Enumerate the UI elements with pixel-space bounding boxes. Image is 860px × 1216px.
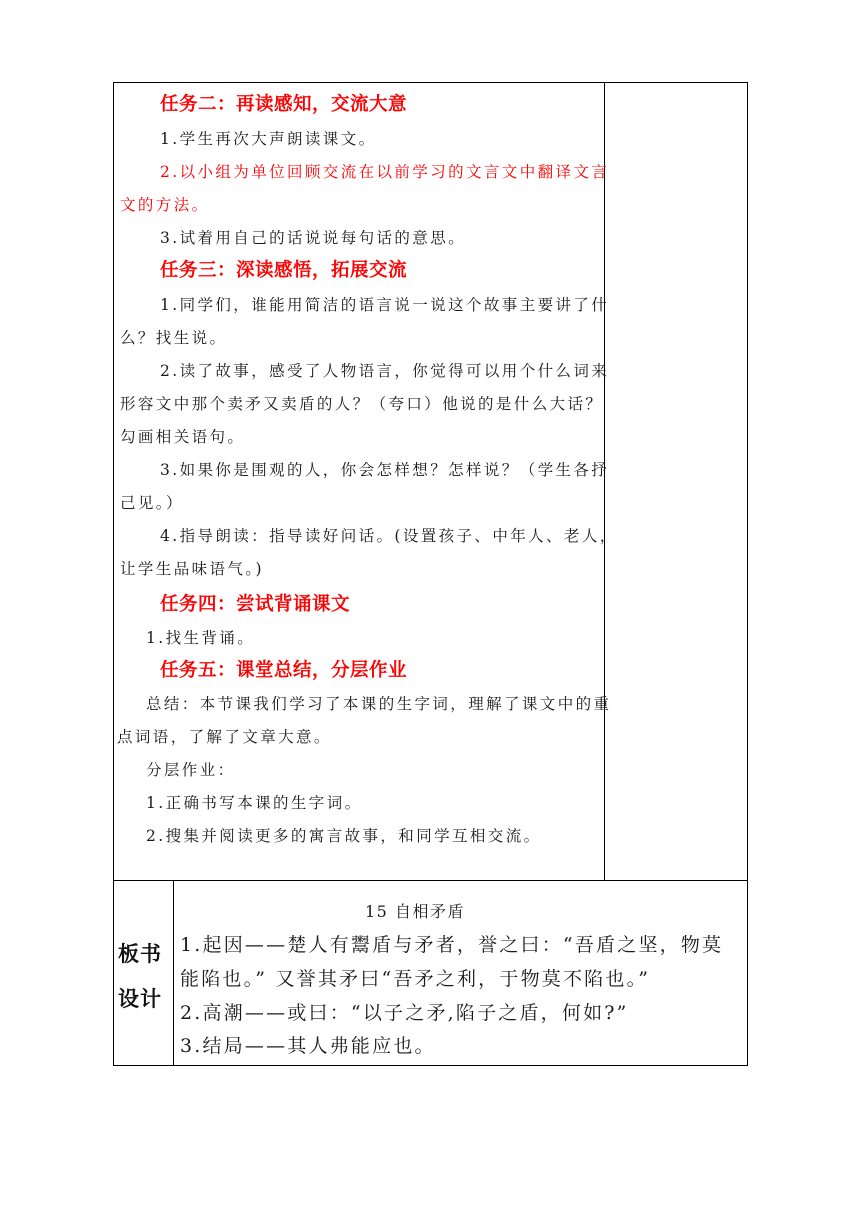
task4-line-1: 1.找生背诵。	[146, 629, 256, 647]
board-line-2: 能陷也。” 又誉其矛曰“吾矛之利，于物莫不陷也。”	[180, 968, 651, 990]
task3-line-4: 形容文中那个卖矛又卖盾的人？（夸口）他说的是什么大话？	[120, 395, 604, 413]
task2-item-2: 2.以小组为单位回顾交流在以前学习的文言文中翻译文言	[160, 163, 610, 181]
row-divider	[113, 880, 748, 881]
task3-line-8: 4.指导朗读：指导读好问话。(设置孩子、中年人、老人，	[160, 527, 618, 545]
task2-item-1: 1.学生再次大声朗读课文。	[160, 130, 377, 148]
board-line-1: 1.起因——楚人有鬻盾与矛者，誉之曰：“吾盾之坚，物莫	[180, 934, 724, 956]
content-notes-divider	[604, 82, 605, 880]
task3-heading: 任务三：深读感悟，拓展交流	[160, 260, 408, 281]
task5-summary-2: 点词语，了解了文章大意。	[117, 728, 332, 746]
task3-line-6: 3.如果你是围观的人，你会怎样想？怎样说？（学生各抒	[160, 461, 610, 479]
board-line-3: 2.高潮——或曰：“以子之矛,陷子之盾，何如?”	[180, 1002, 629, 1024]
board-label-line2: 设计	[118, 987, 162, 1011]
task3-line-3: 2.读了故事，感受了人物语言，你觉得可以用个什么词来	[160, 362, 610, 380]
task2-item-2-cont: 文的方法。	[120, 196, 210, 214]
task3-line-2: 么？找生说。	[120, 329, 228, 347]
board-label-divider	[173, 880, 174, 1065]
task5-summary-1: 总结：本节课我们学习了本课的生字词，理解了课文中的重	[146, 695, 612, 713]
table-left-border	[113, 82, 114, 1066]
table-top-border	[113, 82, 748, 83]
board-title: 15 自相矛盾	[365, 902, 465, 921]
task2-item-3: 3.试着用自己的话说说每句话的意思。	[160, 229, 466, 247]
table-right-border	[747, 82, 748, 1066]
task4-heading: 任务四：尝试背诵课文	[160, 594, 351, 615]
task5-heading: 任务五：课堂总结，分层作业	[160, 660, 408, 681]
task3-line-9: 让学生品味语气。)	[120, 560, 264, 578]
board-label-line1: 板书	[118, 942, 162, 966]
task3-line-1: 1.同学们，谁能用简洁的语言说一说这个故事主要讲了什	[160, 296, 610, 314]
task5-homework-label: 分层作业：	[146, 761, 236, 779]
task3-line-7: 己见。）	[120, 494, 184, 512]
board-line-4: 3.结局——其人弗能应也。	[180, 1035, 436, 1057]
task3-line-5: 勾画相关语句。	[120, 428, 246, 446]
task2-heading: 任务二：再读感知，交流大意	[160, 94, 408, 115]
task5-homework-2: 2.搜集并阅读更多的寓言故事，和同学互相交流。	[146, 827, 542, 845]
task5-homework-1: 1.正确书写本课的生字词。	[146, 794, 363, 812]
table-bottom-border	[113, 1065, 748, 1066]
